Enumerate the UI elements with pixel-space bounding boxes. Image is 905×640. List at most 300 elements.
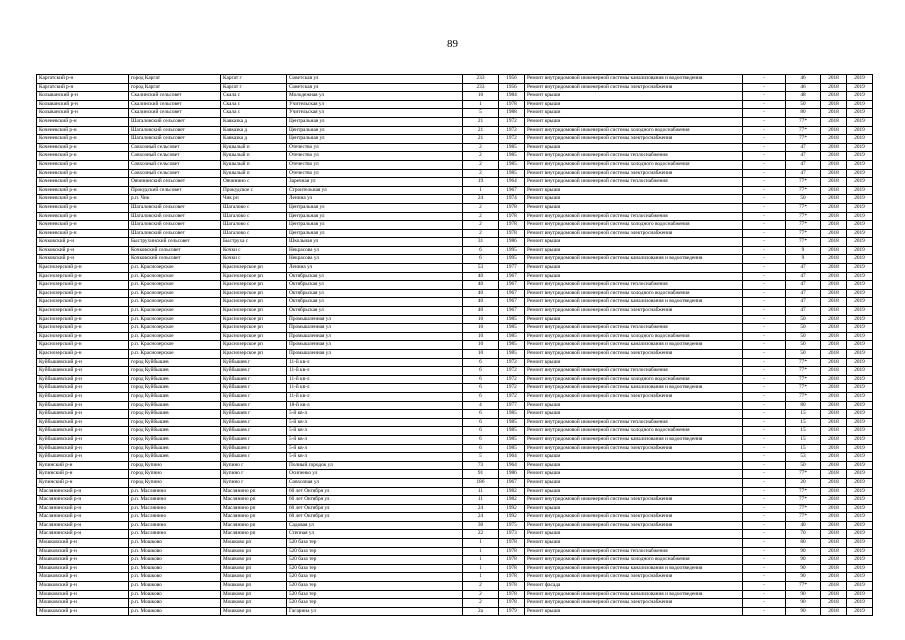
cell-locality: Куйбышев г [221,427,287,436]
cell-end-year: 2019 [847,178,873,187]
cell-street: Учительская ул [287,109,463,118]
cell-street: Октябрьская ул [287,281,463,290]
cell-work-type: Ремонт внутридомовой инженерной системы электроснабжения [525,229,743,238]
cell-mid-value: - [743,298,786,307]
cell-street: Отечество ул [287,160,463,169]
cell-end-year: 2019 [847,427,873,436]
cell-street: Центральная ул [287,126,463,135]
table-row [37,255,873,264]
cell-end-year: 2019 [847,350,873,359]
cell-mid-value: - [743,272,786,281]
cell-district: Краснозерский р-н [37,264,129,273]
cell-build-year: 1988 [499,109,525,118]
cell-build-year: 1964 [499,178,525,187]
cell-build-year: 1985 [499,435,525,444]
cell-work-type: Ремонт внутридомовой инженерной системы электроснабжения [525,513,743,522]
cell-house-number: 2а [463,607,499,616]
cell-value: 77* [786,367,821,376]
cell-street: Промышленная ул [287,324,463,333]
cell-locality: Краснозерское рп [221,289,287,298]
cell-locality: Куйбышев г [221,410,287,419]
cell-build-year: 1967 [499,281,525,290]
cell-settlement: Совхозный сельсовет [129,143,221,152]
cell-build-year: 1978 [499,212,525,221]
cell-mid-value: - [743,358,786,367]
cell-house-number: 40 [463,289,499,298]
table-row [37,203,873,212]
cell-work-type: Ремонт внутридомовой инженерной системы теплоснабжения [525,547,743,556]
cell-build-year: 1964 [499,461,525,470]
table-row [37,186,873,195]
cell-end-year: 2019 [847,607,873,616]
cell-house-number: 6 [463,255,499,264]
cell-work-type: Ремонт внутридомовой инженерной системы холодного водоснабжения [525,375,743,384]
cell-district: Коченевский р-н [37,186,129,195]
cell-build-year: 1982 [499,487,525,496]
cell-end-year: 2019 [847,203,873,212]
cell-start-year: 2018 [821,504,847,513]
cell-house-number: 1 [463,186,499,195]
table-row [37,358,873,367]
cell-start-year: 2018 [821,255,847,264]
cell-settlement: город Купино [129,470,221,479]
cell-district: Коченевский р-н [37,152,129,161]
cell-value: 77* [786,186,821,195]
cell-locality: Кушылый п [221,143,287,152]
cell-start-year: 2018 [821,392,847,401]
cell-build-year: 1985 [499,315,525,324]
cell-street: Садовая ул [287,521,463,530]
cell-value: 90 [786,556,821,565]
cell-value: 77* [786,358,821,367]
cell-district: Куйбышевский р-н [37,367,129,376]
cell-settlement: р.п. Краснозерское [129,324,221,333]
cell-build-year: 1985 [499,152,525,161]
cell-start-year: 2018 [821,350,847,359]
registry-body [37,75,873,616]
cell-district: Маслянинский р-н [37,496,129,505]
table-row [37,367,873,376]
cell-value: 47 [786,289,821,298]
cell-mid-value: - [743,384,786,393]
cell-start-year: 2018 [821,178,847,187]
cell-street: 520 база тер [287,590,463,599]
cell-end-year: 2019 [847,556,873,565]
cell-build-year: 1982 [499,496,525,505]
cell-build-year: 1978 [499,221,525,230]
table-row [37,126,873,135]
cell-build-year: 1977 [499,264,525,273]
cell-end-year: 2019 [847,126,873,135]
cell-district: Куйбышевский р-н [37,384,129,393]
cell-house-number: 2 [463,203,499,212]
cell-house-number: 2 [463,212,499,221]
cell-house-number: 5 [463,453,499,462]
cell-district: Краснозерский р-н [37,298,129,307]
cell-start-year: 2018 [821,203,847,212]
cell-value: 15 [786,410,821,419]
cell-end-year: 2019 [847,324,873,333]
cell-mid-value: - [743,178,786,187]
cell-value: 80 [786,401,821,410]
cell-value: 50 [786,195,821,204]
cell-street: Отечество ул [287,152,463,161]
cell-street: 5-й кв-л [287,410,463,419]
cell-value: 46 [786,83,821,92]
cell-settlement: р.п. Чик [129,195,221,204]
cell-street: 520 база тер [287,547,463,556]
cell-start-year: 2018 [821,418,847,427]
cell-house-number: 1 [463,547,499,556]
cell-house-number: 2 [463,590,499,599]
cell-mid-value: - [743,212,786,221]
cell-house-number: 24 [463,195,499,204]
table-row [37,573,873,582]
cell-locality: Краснозерское рп [221,350,287,359]
cell-street: Советская ул [287,75,463,84]
cell-end-year: 2019 [847,504,873,513]
cell-end-year: 2019 [847,410,873,419]
cell-value: 20 [786,478,821,487]
cell-build-year: 1972 [499,375,525,384]
cell-house-number: 2 [463,582,499,591]
cell-street: 5-й кв-л [287,435,463,444]
cell-locality: Быструха с [221,238,287,247]
cell-mid-value: - [743,401,786,410]
cell-build-year: 1985 [499,444,525,453]
cell-district: Куйбышевский р-н [37,444,129,453]
cell-settlement: город Куйбышев [129,367,221,376]
cell-settlement: Кочковский сельсовет [129,246,221,255]
cell-start-year: 2018 [821,83,847,92]
cell-locality: Маслянино рп [221,504,287,513]
cell-mid-value: - [743,410,786,419]
cell-district: Мошковский р-н [37,599,129,608]
table-row [37,324,873,333]
cell-district: Мошковский р-н [37,564,129,573]
cell-locality: Каргат г [221,75,287,84]
cell-value: 50 [786,324,821,333]
cell-settlement: р.п. Маслянино [129,496,221,505]
cell-settlement: город Куйбышев [129,418,221,427]
cell-value: 80 [786,539,821,548]
cell-mid-value: - [743,109,786,118]
cell-house-number: 10 [463,324,499,333]
cell-build-year: 1978 [499,590,525,599]
cell-work-type: Ремонт внутридомовой инженерной системы электроснабжения [525,392,743,401]
cell-settlement: город Купино [129,478,221,487]
cell-end-year: 2019 [847,530,873,539]
cell-house-number: 21 [463,126,499,135]
cell-district: Колыванский р-н [37,109,129,118]
cell-mid-value: - [743,530,786,539]
cell-house-number: 10 [463,350,499,359]
cell-house-number: 40 [463,307,499,316]
cell-locality: Кочки с [221,255,287,264]
cell-build-year: 1967 [499,186,525,195]
cell-work-type: Ремонт крыши [525,453,743,462]
cell-house-number: 21 [463,135,499,144]
cell-work-type: Ремонт внутридомовой инженерной системы электроснабжения [525,169,743,178]
cell-build-year: 1977 [499,401,525,410]
cell-end-year: 2019 [847,564,873,573]
cell-start-year: 2018 [821,126,847,135]
cell-value: 77* [786,384,821,393]
repair-registry-table [36,74,873,616]
cell-locality: Куйбышев г [221,367,287,376]
cell-value: 77* [786,392,821,401]
cell-work-type: Ремонт внутридомовой инженерной системы канализования и водоотведения [525,564,743,573]
cell-mid-value: - [743,599,786,608]
cell-settlement: Совхозный сельсовет [129,169,221,178]
cell-end-year: 2019 [847,281,873,290]
table-row [37,478,873,487]
cell-settlement: р.п. Краснозерское [129,307,221,316]
cell-street: Строительная ул [287,186,463,195]
cell-work-type: Ремонт крыши [525,315,743,324]
cell-settlement: Скалинский сельсовет [129,109,221,118]
cell-build-year: 1972 [499,392,525,401]
cell-start-year: 2018 [821,246,847,255]
cell-settlement: город Куйбышев [129,384,221,393]
cell-locality: Купино г [221,470,287,479]
table-row [37,160,873,169]
cell-locality: Краснозерское рп [221,307,287,316]
cell-district: Краснозерский р-н [37,272,129,281]
cell-locality: Маслянино рп [221,521,287,530]
cell-start-year: 2018 [821,315,847,324]
cell-build-year: 1978 [499,564,525,573]
table-row [37,496,873,505]
cell-district: Куйбышевский р-н [37,410,129,419]
cell-mid-value: - [743,152,786,161]
cell-street: Школьная ул [287,238,463,247]
cell-end-year: 2019 [847,547,873,556]
table-row [37,410,873,419]
table-row [37,384,873,393]
cell-value: 50 [786,350,821,359]
cell-settlement: р.п. Маслянино [129,504,221,513]
cell-work-type: Ремонт внутридомовой инженерной системы канализования и водоотведения [525,75,743,84]
cell-start-year: 2018 [821,229,847,238]
cell-build-year: 1972 [499,117,525,126]
cell-end-year: 2019 [847,75,873,84]
cell-value: 15 [786,435,821,444]
cell-value: 77* [786,504,821,513]
cell-value: 70 [786,530,821,539]
cell-work-type: Ремонт крыши [525,195,743,204]
cell-end-year: 2019 [847,461,873,470]
cell-value: 90 [786,564,821,573]
cell-end-year: 2019 [847,246,873,255]
cell-settlement: город Каргат [129,75,221,84]
cell-build-year: 1967 [499,272,525,281]
cell-locality: Маслянино рп [221,496,287,505]
cell-start-year: 2018 [821,195,847,204]
cell-settlement: город Куйбышев [129,444,221,453]
cell-mid-value: - [743,350,786,359]
cell-build-year: 1972 [499,367,525,376]
cell-street: 60 лет Октября ул [287,513,463,522]
cell-street: Октябрьская ул [287,298,463,307]
cell-end-year: 2019 [847,573,873,582]
cell-settlement: р.п. Краснозерское [129,315,221,324]
cell-start-year: 2018 [821,539,847,548]
cell-work-type: Ремонт внутридомовой инженерной системы холодного водоснабжения [525,221,743,230]
cell-work-type: Ремонт внутридомовой инженерной системы канализования и водоотведения [525,435,743,444]
table-row [37,246,873,255]
cell-street: Отечество ул [287,169,463,178]
cell-settlement: Шагаловский сельсовет [129,135,221,144]
cell-street: 18-й кв-л [287,401,463,410]
cell-build-year: 1972 [499,126,525,135]
cell-start-year: 2018 [821,384,847,393]
cell-street: 5-й кв-л [287,418,463,427]
cell-mid-value: - [743,487,786,496]
cell-value: 77* [786,178,821,187]
cell-value: 90 [786,607,821,616]
cell-locality: Кушылый п [221,152,287,161]
cell-mid-value: - [743,203,786,212]
cell-build-year: 1956 [499,75,525,84]
cell-mid-value: - [743,453,786,462]
cell-value: 47 [786,160,821,169]
cell-district: Краснозерский р-н [37,307,129,316]
cell-settlement: р.п. Мошково [129,599,221,608]
cell-district: Кочковский р-н [37,255,129,264]
cell-settlement: Шагаловский сельсовет [129,117,221,126]
cell-build-year: 1972 [499,358,525,367]
cell-start-year: 2018 [821,607,847,616]
cell-work-type: Ремонт внутридомовой инженерной системы электроснабжения [525,135,743,144]
cell-house-number: 2 [463,599,499,608]
cell-district: Маслянинский р-н [37,487,129,496]
cell-mid-value: - [743,332,786,341]
cell-start-year: 2018 [821,281,847,290]
cell-start-year: 2018 [821,324,847,333]
cell-work-type: Ремонт внутридомовой инженерной системы электроснабжения [525,496,743,505]
table-row [37,427,873,436]
table-row [37,117,873,126]
cell-district: Маслянинский р-н [37,521,129,530]
cell-street: Осипенко ул [287,470,463,479]
cell-end-year: 2019 [847,358,873,367]
table-row [37,92,873,101]
cell-value: 50 [786,341,821,350]
cell-settlement: р.п. Маслянино [129,487,221,496]
cell-house-number: 40 [463,281,499,290]
table-row [37,470,873,479]
cell-district: Маслянинский р-н [37,530,129,539]
cell-mid-value: - [743,392,786,401]
table-row [37,212,873,221]
cell-mid-value: - [743,315,786,324]
cell-mid-value: - [743,135,786,144]
table-row [37,195,873,204]
cell-house-number: 2 [463,169,499,178]
cell-street: Советская ул [287,83,463,92]
cell-street: Заречная ул [287,178,463,187]
cell-work-type: Ремонт крыши [525,100,743,109]
cell-street: Молодежная ул [287,92,463,101]
cell-end-year: 2019 [847,418,873,427]
cell-locality: Мошково рп [221,564,287,573]
table-row [37,547,873,556]
cell-locality: Куйбышев г [221,435,287,444]
cell-build-year: 1985 [499,160,525,169]
cell-work-type: Ремонт крыши [525,246,743,255]
cell-mid-value: - [743,307,786,316]
cell-mid-value: - [743,435,786,444]
cell-house-number: 11 [463,496,499,505]
cell-value: 77* [786,212,821,221]
cell-settlement: р.п. Маслянино [129,530,221,539]
cell-settlement: город Куйбышев [129,358,221,367]
cell-locality: Кочки с [221,246,287,255]
cell-mid-value: - [743,444,786,453]
cell-start-year: 2018 [821,556,847,565]
cell-value: 77* [786,126,821,135]
cell-build-year: 1978 [499,100,525,109]
cell-mid-value: - [743,264,786,273]
cell-build-year: 1974 [499,195,525,204]
cell-settlement: город Куйбышев [129,427,221,436]
cell-street: 5-й кв-л [287,453,463,462]
cell-street: Промышленная ул [287,332,463,341]
cell-district: Коченевский р-н [37,212,129,221]
cell-mid-value: - [743,92,786,101]
cell-start-year: 2018 [821,152,847,161]
cell-street: 5-й кв-л [287,444,463,453]
cell-value: 53 [786,453,821,462]
cell-build-year: 1985 [499,332,525,341]
table-row [37,539,873,548]
cell-build-year: 1967 [499,289,525,298]
cell-district: Маслянинский р-н [37,513,129,522]
cell-value: 47 [786,143,821,152]
cell-district: Мошковский р-н [37,556,129,565]
cell-mid-value: - [743,281,786,290]
cell-settlement: город Куйбышев [129,435,221,444]
cell-house-number: 2 [463,160,499,169]
cell-locality: Мошково рп [221,573,287,582]
cell-house-number: 11 [463,487,499,496]
table-row [37,453,873,462]
cell-build-year: 1992 [499,504,525,513]
cell-street: Центральная ул [287,203,463,212]
cell-mid-value: - [743,246,786,255]
cell-start-year: 2018 [821,478,847,487]
cell-mid-value: - [743,521,786,530]
cell-build-year: 1992 [499,513,525,522]
cell-locality: Куйбышев г [221,401,287,410]
cell-value: 48 [786,92,821,101]
cell-district: Коченевский р-н [37,126,129,135]
cell-work-type: Ремонт крыши [525,203,743,212]
cell-value: 90 [786,590,821,599]
cell-house-number: 6 [463,410,499,419]
cell-street: Промышленная ул [287,341,463,350]
cell-district: Куйбышевский р-н [37,358,129,367]
cell-end-year: 2019 [847,186,873,195]
cell-value: 9 [786,246,821,255]
cell-work-type: Ремонт крыши [525,264,743,273]
cell-district: Коченевский р-н [37,135,129,144]
cell-work-type: Ремонт крыши [525,143,743,152]
cell-end-year: 2019 [847,470,873,479]
table-row [37,521,873,530]
cell-build-year: 1978 [499,539,525,548]
